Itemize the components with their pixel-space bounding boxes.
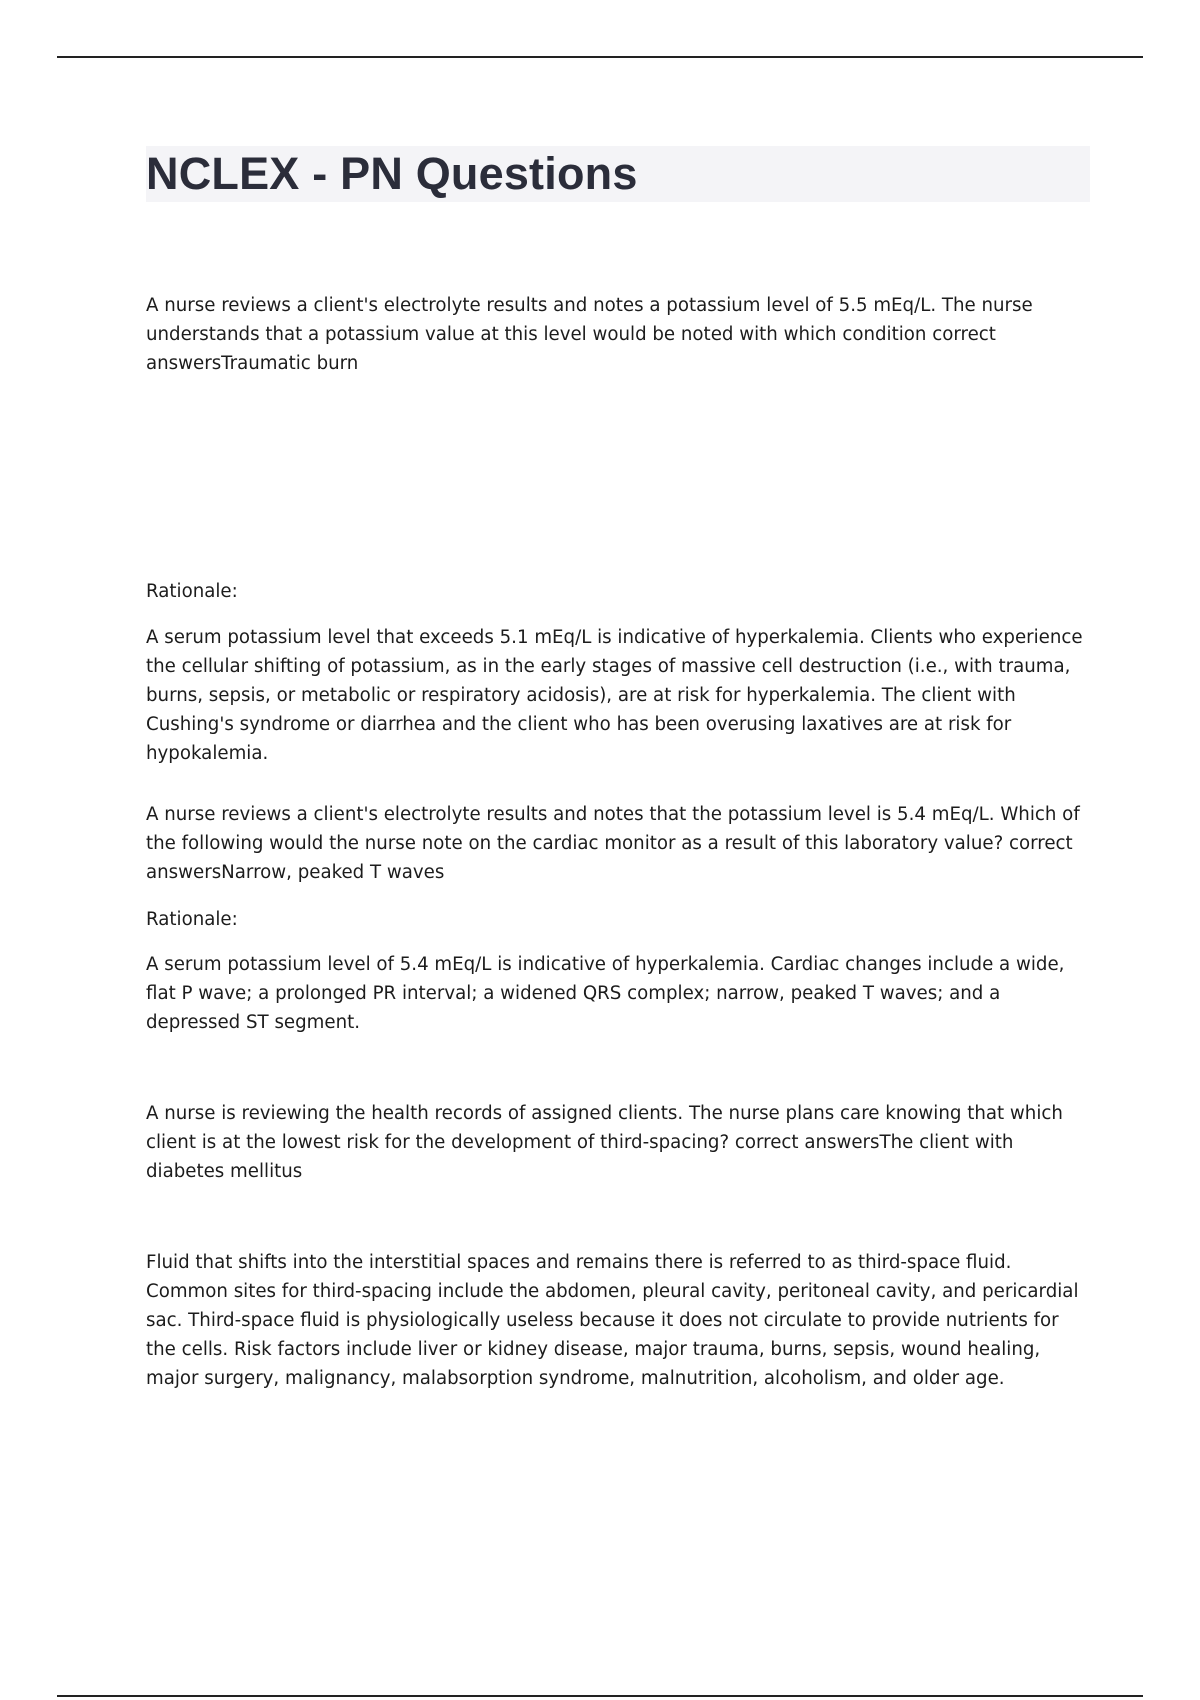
rationale-2-label: Rationale: xyxy=(146,909,238,930)
bottom-divider xyxy=(57,1695,1143,1697)
rationale-2-text: A serum potassium level of 5.4 mEq/L is indicative of hyperkalemia. Cardiac changes include a wide, flat P wave; a prolonged PR interval; a widened QRS complex; narrow, peaked T waves; and a depressed ST segment. xyxy=(146,954,1065,1033)
rationale-3-text: Fluid that shifts into the interstitial spaces and remains there is referred to as third-space fluid. Common sites for third-spacing include the abdomen, pleural cavity, peritoneal cavity, and pericardial sac. Third-space fluid is physiologically useless because it does not circulate to provide nutrients for the cells. Risk factors include liver or kidney disease, major trauma, burns, sepsis, wound healing, major surgery, malignancy, malabsorption syndrome, malnutrition, alcoholism, and older age. xyxy=(146,1252,1079,1389)
question-1-text: A nurse reviews a client's electrolyte results and notes a potassium level of 5.5 mEq/L. The nurse understands that a potassium value at this level would be noted with which condition correct answersTraumatic burn xyxy=(146,295,1033,374)
rationale-1-label: Rationale: xyxy=(146,581,238,602)
question-3-text: A nurse is reviewing the health records of assigned clients. The nurse plans care knowing that which client is at the lowest risk for the development of third-spacing? correct answersThe client with diabetes mellitus xyxy=(146,1103,1063,1182)
rationale-1-text: A serum potassium level that exceeds 5.1 mEq/L is indicative of hyperkalemia. Clients who experience the cellular shifting of potassium, as in the early stages of massive cell destruction (i.e., with trauma, burns, sepsis, or metabolic or respiratory acidosis), are at risk for hyperkalemia. The client with Cushing's syndrome or diarrhea and the client who has been overusing laxatives are at risk for hypokalemia. xyxy=(146,627,1083,764)
top-divider xyxy=(57,56,1143,58)
question-2-text: A nurse reviews a client's electrolyte results and notes that the potassium level is 5.4 mEq/L. Which of the following would the nurse note on the cardiac monitor as a result of this laboratory value? correct answersNarrow, peaked T waves xyxy=(146,804,1080,883)
page-title: NCLEX - PN Questions xyxy=(146,148,638,199)
